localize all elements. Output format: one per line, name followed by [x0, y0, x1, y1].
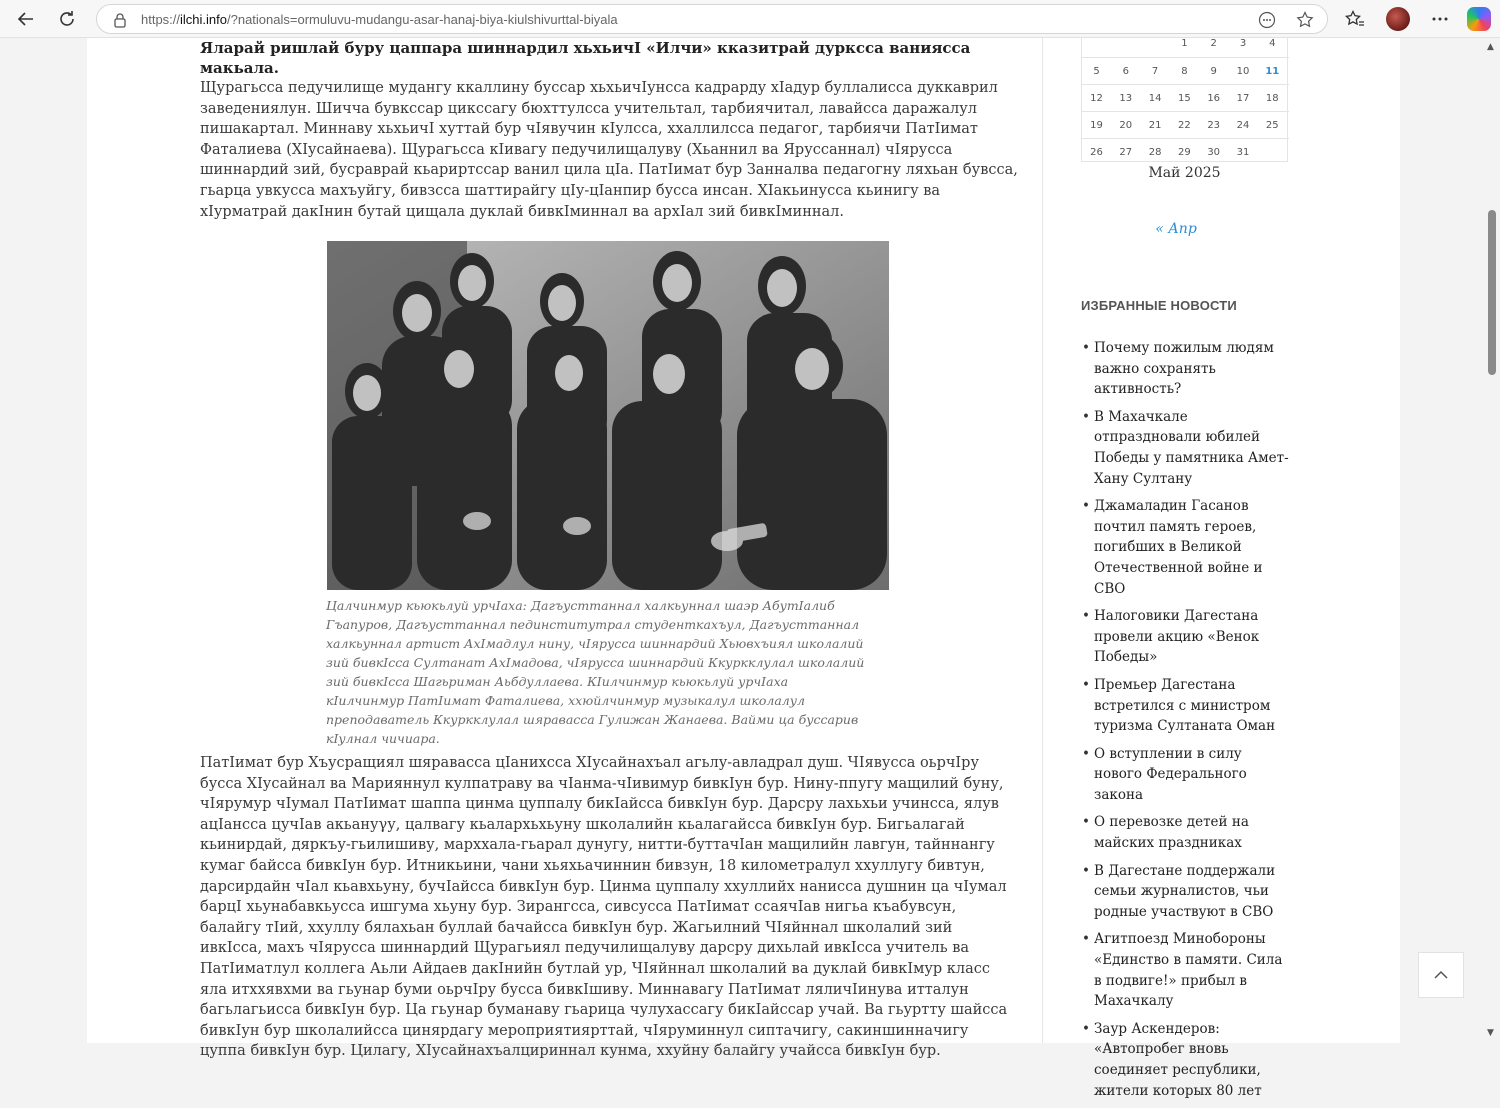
news-link[interactable]: • Почему пожилым людям важно сохранять активность? [1081, 338, 1291, 400]
favorites-icon [1345, 10, 1365, 28]
calendar-day: 16 [1207, 93, 1221, 104]
copilot-icon[interactable] [1467, 7, 1491, 31]
calendar-day: 14 [1148, 93, 1162, 104]
news-link[interactable]: • О перевозке детей на майских праздниках [1081, 812, 1291, 853]
calendar-day: 5 [1093, 66, 1100, 77]
calendar-week-row [1082, 30, 1289, 57]
calendar-day: 20 [1119, 120, 1133, 131]
news-link[interactable]: • Премьер Дагестана встретился с министром туризма Султаната Оман [1081, 675, 1291, 737]
calendar-day: 31 [1236, 147, 1250, 158]
url-path: /?nationals=ormuluvu-mudangu-asar-hanaj-biya-kiulshivurttal-biyala [227, 12, 618, 27]
news-link[interactable]: • В Махачкале отпраздновали юбилей Победы у памятника Амет-Хану Султану [1081, 407, 1291, 489]
calendar-day: 7 [1151, 66, 1159, 77]
url-text [141, 12, 618, 27]
calendar-day: 22 [1178, 120, 1191, 131]
calendar-day[interactable]: 11 [1265, 66, 1280, 77]
calendar-week-row [1082, 138, 1289, 165]
news-list [1081, 338, 1291, 1108]
back-button[interactable] [11, 4, 41, 34]
calendar-day: 24 [1236, 120, 1250, 131]
profile-avatar[interactable] [1386, 7, 1410, 31]
calendar-day: 18 [1265, 93, 1279, 104]
group-photo-image [327, 241, 889, 590]
news-link[interactable]: • Джамаладин Гасанов почтил память героев, погибших в Великой Отечественной войне и СВО [1081, 496, 1291, 599]
news-link[interactable]: • Заур Аскендеров: «Автопробег вновь соединяет республики, жители которых 80 лет [1081, 1019, 1291, 1101]
calendar-day [1082, 30, 1111, 57]
article-paragraph: ПатIимат бур Хъусращиял шяравасса цIанихсса ХIусайнахъал агьлу-авладрал душ. ЧIявусса оьрчIру бусса ХIусайнал ва Марияннул кулпатраву ва чIанма-чIивимур бивкIун бур. Нину-ппугу мащилий буну, чIярумур чIумал ПатIимат шаппа цинма цуппалу бикIайсса бивкIун бур. Дарсру лахьхьи учинсса, ялув ацIансса цучIав акьануγу, цалвагу кьалархьхьуну школалийн кьалагайсса бивкIун бур. Бигьалагай кьинирдай, дяркъу-гьилишиву, марххала-гьарал дунугу, нитти-буттачIан мащилийн лавгун, тайннангу кумаг байсса бивкIун бур. Итникьини, чани хьяхьачиннин бивзун, 18 километралул ххуллугу бивтун, дарсирдайн чIал кьавхьуну, бучIайсса бивкIун бур. Цинма цуппалу ххуллийх нанисса душнин ца чIумал барцI хьунабавкьусса ишгума хьуну бур. Зирангсса, сивсусса ПатIимат ссаячIав нигьа къабувсун, балайгу тIий, ххуллу бялахьан буллай бачайсса бивкIун бур. Жагьилний ЧIяйннал школалий зий ивкIсса, махъ чIярусса шиннардий Щурагьиял педучилищалуву дарсру дихьлай ивкIсса учитель ва ПатIиматлул коллега Аьли Айдаев дакIнийн бутлай ур, ЧIяйннал школалий ва дуклай бивкIмур класс яла итххявхми ва гьунар буми оьрчIру бусса бивкIшиву. Миннавагу ПатIимат ляличIинува иттaлун багьлагьисса бивкIун бур. Ца гьунар буманаву гьарица чулухассагу бикIайссар учай. Ва гьуртту шайсса бивкIун бур школалийсса цинярдагу мероприятиярттай, чIяруминнул сиптачигу, сакиншинначигу цуппа бивкIун бур. Цилагу, ХIусайнахъалцириннал кунма, ххуйну балайгу учайсса бивкIун бур. [200, 755, 1008, 1060]
calendar-day: 6 [1122, 66, 1129, 77]
sidebar-divider [1042, 38, 1043, 1043]
calendar-prev-link[interactable]: « Апр [1155, 221, 1197, 237]
calendar-day: 9 [1210, 66, 1217, 77]
calendar-day: 21 [1148, 120, 1162, 131]
calendar-day: 8 [1181, 66, 1188, 77]
calendar-table [1081, 38, 1288, 162]
calendar-day: 15 [1178, 93, 1191, 104]
news-link[interactable]: • Агитпоезд Минобороны «Единство в памяти. Сила в подвиге!» прибыл в Махачкалу [1081, 929, 1291, 1011]
lock-icon [113, 12, 127, 28]
widget-title: ИЗБРАННЫЕ НОВОСТИ [1081, 298, 1237, 313]
calendar-day [1258, 139, 1287, 166]
reload-button[interactable] [52, 4, 82, 34]
scroll-up-arrow[interactable]: ▲ [1487, 42, 1494, 52]
calendar-day: 13 [1119, 93, 1133, 104]
news-link[interactable]: • В Дагестане поддержали семьи журналистов, чьи родные участвуют в СВО [1081, 861, 1291, 923]
read-aloud-icon [1258, 11, 1276, 29]
scroll-down-arrow[interactable]: ▼ [1487, 1028, 1494, 1038]
url-prefix: https:// [141, 12, 181, 27]
calendar-day [1141, 30, 1170, 57]
arrow-left-icon [17, 10, 35, 28]
calendar-day: 28 [1148, 147, 1162, 158]
star-icon [1296, 11, 1314, 29]
calendar-day: 23 [1207, 120, 1221, 131]
calendar-day: 10 [1236, 66, 1250, 77]
scroll-to-top-button[interactable] [1418, 952, 1464, 998]
page-scrollbar[interactable] [1484, 38, 1500, 1043]
calendar-day: 30 [1207, 147, 1221, 158]
article-photo [327, 241, 889, 590]
url-domain: ilchi.info [180, 12, 227, 27]
calendar-day [1111, 30, 1140, 57]
calendar-week-row [1082, 111, 1289, 138]
calendar-day: 4 [1269, 38, 1276, 49]
scrollbar-thumb[interactable] [1488, 210, 1496, 375]
calendar-day: 17 [1236, 93, 1250, 104]
calendar-day: 29 [1178, 147, 1191, 158]
calendar-day: 2 [1210, 38, 1217, 49]
read-aloud-button[interactable] [1256, 9, 1278, 31]
chevron-up-icon [1434, 970, 1448, 980]
calendar-day: 19 [1090, 120, 1103, 131]
calendar-day: 12 [1090, 93, 1103, 104]
more-button[interactable] [1425, 4, 1455, 34]
reload-icon [58, 10, 76, 28]
calendar-day: 3 [1239, 38, 1247, 49]
favorites-button[interactable] [1340, 4, 1370, 34]
photo-caption: Цалчинмур кьюкьлуй урчIаха: Дагъусттаннал халкьуннал шаэр АбутIалиб Гъапуров, Дагъусттаннал пединститутрал студенткахъул, Дагъусттаннал халкьуннал артист АхIмадлул нину, чIярусса шиннардий Хьювхъиял школалий зий бивкIсса Султанат АхIмадова, чIярусса шиннардий Ккуркклулал школалий зий бивкIсса Шагьриман Аьбдуллаева. КIилчинмур кьюкьлуй урчIаха кIилчинмур ПатIимат Фаталиева, ххюйлчинмур музыкалул школалул преподаватель Ккуркклулал шяравасса Гулижан Жанаева. Вайми ца буссарив кIулнал чичиарa. [326, 598, 865, 746]
news-link[interactable]: • О вступлении в силу нового Федерального закона [1081, 744, 1291, 806]
article-lead: Яларай ришлай буру цаппара шиннардил хьхьичI «Илчи» кказитрай дурксса ванияcса макьала. [200, 39, 971, 77]
add-favorite-button[interactable] [1294, 9, 1316, 31]
calendar-day: 27 [1119, 147, 1133, 158]
calendar-day: 26 [1090, 147, 1103, 158]
calendar-week-row [1082, 57, 1289, 84]
more-icon [1432, 17, 1448, 21]
news-link[interactable]: • Налоговики Дагестана провели акцию «Венок Победы» [1081, 606, 1291, 668]
calendar-caption: Май 2025 [1148, 165, 1221, 181]
calendar-day: 1 [1181, 38, 1188, 49]
calendar-week-row [1082, 84, 1289, 111]
article-paragraph: Щурагьсса педучилище мудангу ккаллину буссар хьхьичIунсса кадрарду хIадур буллалисса дуккаврил заведениялун. Шичча бувксcар цикссагу бюхттулсса учительтал, тарбиячитал, лавайсса даражалул пишакартал. Миннаву хьхьичI хуттай бур чIявучин кIулсса, ххаллилсса педагог, тарбиячи ПатIимат Фаталиева (ХIусайнаева). Щурагьсса кIивагу педучилищалуву (Хьаннил ва Яруссаннал) чIярусса шиннардий зий, бусравраӥ кьариртссар ванил цила цIа. ПатIимат бур Занналва педагогну ляхьан бувсса, гьарца увкусса махъуйгу, бивзсса шаттирайгу цIу-цIанпир бусса инсан. ХIакьинусса кьинигу ва хIурматрай дакIнин бутай цищала дуклай бивкIминнал ва архIал зий бивкIминнал. [200, 80, 1018, 220]
calendar-day: 25 [1265, 120, 1279, 131]
